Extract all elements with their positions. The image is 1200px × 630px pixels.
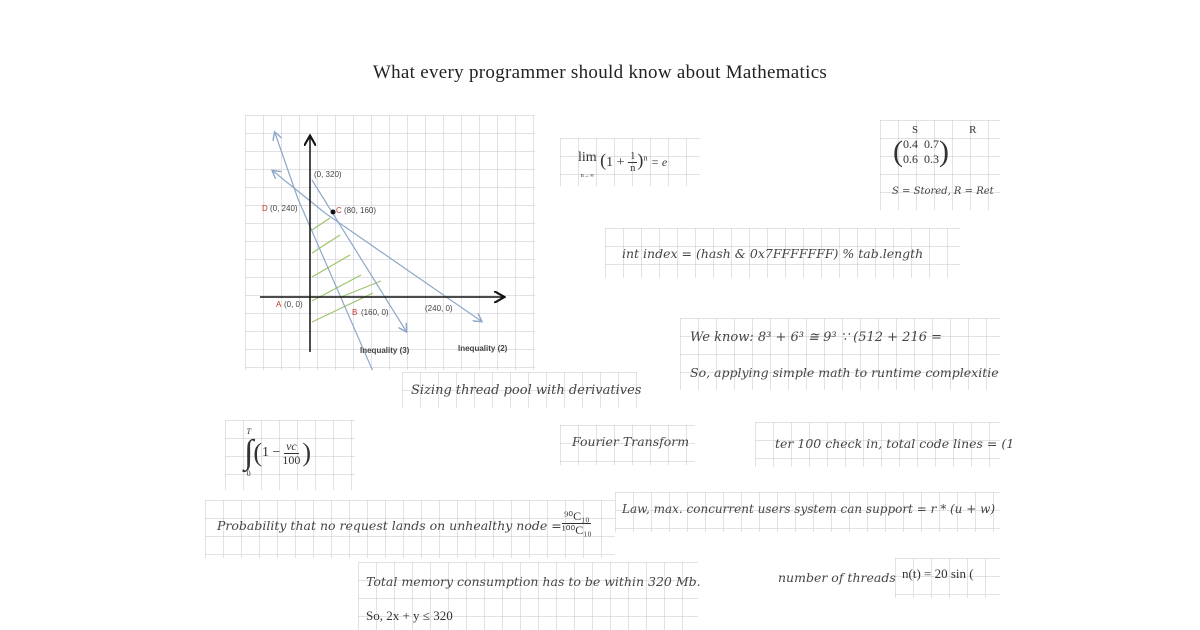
memory-line1: Total memory consumption has to be within 320 Mb. [366,574,701,589]
limit-exp: n [643,153,648,163]
point-c-letter: C [336,206,342,215]
point-b-letter: B [352,308,358,317]
lp-graph [245,115,535,370]
probability-text: Probability that no request lands on unhealthy node = [217,518,562,533]
probability-fraction: $\frac{\text{⁹⁰C₁₀}}{\text{¹⁰⁰C₁₀}}$ [562,509,592,537]
cubes-line2: So, applying simple math to runtime complexitie [690,365,999,380]
fourier-label: Fourier Transform [572,434,690,449]
threads-label: number of threads [778,570,896,585]
limit-rhs: = e [650,155,668,169]
point-d: (0, 240) [270,204,298,213]
checkin-label: ter 100 check in, total code lines = (1 [775,436,1015,451]
point-d-letter: D [262,204,268,213]
threads-formula: n(t) = 20 sin ( [902,566,974,581]
limit-sub: n→∞ [580,173,594,179]
point-0-320: (0, 320) [314,170,342,179]
matrix: ( 0.4 0.7 0.6 0.3 ) [893,135,949,168]
sizing-label: Sizing thread pool with derivatives [411,383,642,398]
cubes-line1: We know: 8³ + 6³ ≅ 9³ ∵ (512 + 216 = [690,330,943,345]
law-label: Law, max. concurrent users system can support = r * (u + w) [622,502,996,516]
limit-op: lim [578,150,597,165]
inequality-2-label: Inequality (2) [458,344,508,353]
matrix-headers: S R [912,124,977,136]
memory-line2: So, 2x + y ≤ 320 [366,608,453,623]
hash-formula: int index = (hash & 0x7FFFFFFF) % tab.length [622,246,924,261]
point-c: (80, 160) [344,206,377,215]
page-title: What every programmer should know about Mathematics [372,62,828,83]
point-a: (0, 0) [284,300,303,309]
matrix-legend: S = Stored, R = Ret [892,186,994,197]
point-b: (160, 0) [361,308,389,317]
inequality-3-label: Inequality (3) [360,346,410,355]
limit-formula: lim n→∞ (1 + $\frac{1}{n}$ )$^n$ = e [578,150,668,179]
point-240-0: (240, 0) [425,304,453,313]
limit-frac: $\frac{1}{n}$ [630,151,636,175]
point-a-letter: A [276,300,282,309]
integral-formula: T ∫ 0 ( 1 − $\frac{vc}{100}$ ) [244,427,312,478]
